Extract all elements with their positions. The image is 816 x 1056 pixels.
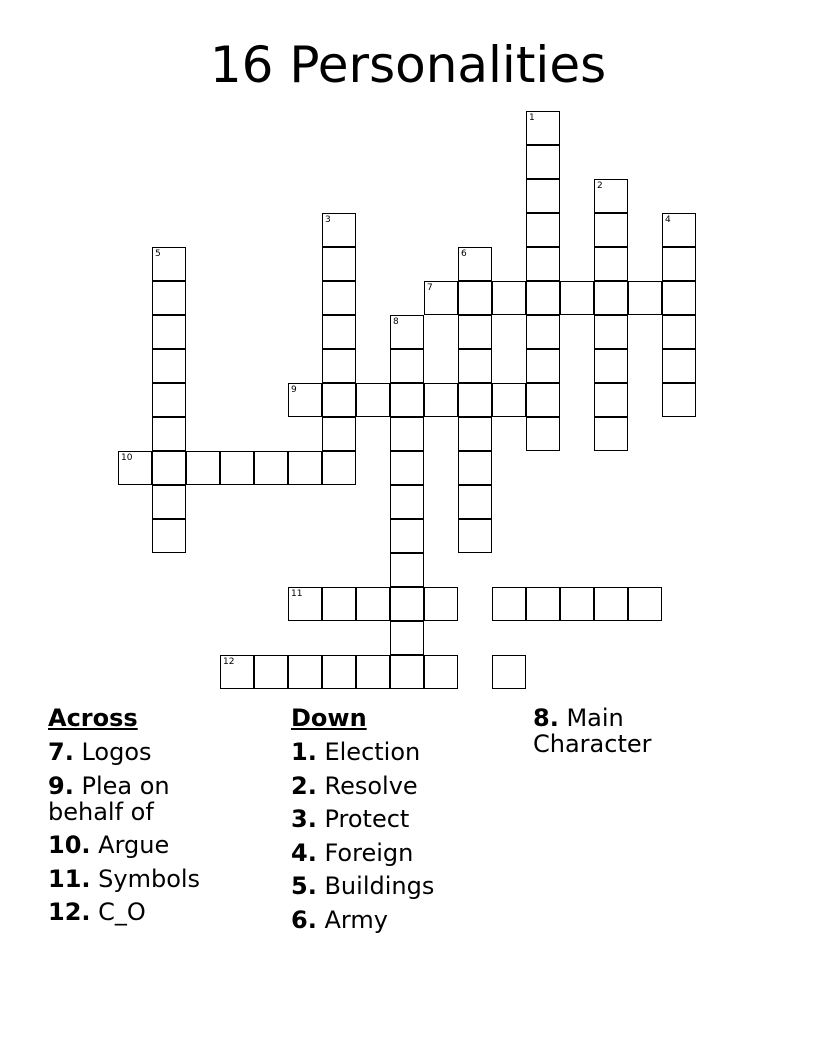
clue-down-5	[291, 873, 481, 899]
clue-number: 5.	[291, 872, 317, 900]
grid-cell[interactable]	[152, 485, 186, 519]
grid-cell[interactable]	[594, 417, 628, 451]
grid-cell[interactable]	[492, 587, 526, 621]
clue-number: 12.	[48, 898, 91, 926]
grid-cell[interactable]	[152, 519, 186, 553]
clue-text: Protect	[324, 805, 410, 833]
grid-cell[interactable]	[458, 485, 492, 519]
grid-cell[interactable]	[526, 349, 560, 383]
grid-cell[interactable]	[492, 281, 526, 315]
cell-number: 11	[291, 589, 303, 599]
grid-cell[interactable]	[526, 247, 560, 281]
grid-cell[interactable]	[662, 315, 696, 349]
cell-number: 8	[393, 317, 399, 327]
grid-cell[interactable]	[526, 111, 560, 145]
grid-cell[interactable]	[322, 247, 356, 281]
clue-down-8	[533, 705, 723, 757]
grid-cell[interactable]	[424, 383, 458, 417]
grid-cell[interactable]	[288, 587, 322, 621]
grid-cell[interactable]	[662, 281, 696, 315]
grid-cell[interactable]	[662, 213, 696, 247]
clue-across-7	[48, 739, 238, 765]
grid-cell[interactable]	[594, 315, 628, 349]
grid-cell[interactable]	[594, 587, 628, 621]
across-heading: Across	[48, 704, 138, 732]
clue-text: Resolve	[324, 771, 418, 800]
grid-cell[interactable]	[356, 655, 390, 689]
clue-number: 10.	[48, 831, 91, 859]
grid-cell[interactable]	[288, 451, 322, 485]
down-heading: Down	[291, 704, 367, 732]
grid-cell[interactable]	[322, 315, 356, 349]
grid-cell[interactable]	[458, 315, 492, 349]
grid-cell[interactable]	[322, 417, 356, 451]
across-clues	[48, 705, 238, 933]
grid-cell[interactable]	[662, 349, 696, 383]
down-clues	[291, 705, 481, 940]
grid-cell[interactable]	[322, 383, 356, 417]
clue-across-9	[48, 773, 238, 825]
grid-cell[interactable]	[526, 213, 560, 247]
grid-cell[interactable]	[322, 213, 356, 247]
cell-number: 9	[291, 385, 297, 395]
clue-number: 2.	[291, 771, 317, 800]
clue-across-12	[48, 899, 238, 925]
cell-number: 1	[529, 113, 535, 123]
grid-cell[interactable]	[152, 247, 186, 281]
grid-cell[interactable]	[390, 655, 424, 689]
clue-text: Main Character	[533, 704, 652, 758]
grid-cell[interactable]	[458, 519, 492, 553]
grid-cell[interactable]	[594, 349, 628, 383]
grid-cell[interactable]	[560, 281, 594, 315]
grid-cell[interactable]	[152, 315, 186, 349]
grid-cell[interactable]	[390, 315, 424, 349]
grid-cell[interactable]	[356, 383, 390, 417]
clue-number: 9.	[48, 771, 74, 800]
grid-cell[interactable]	[186, 451, 220, 485]
clue-text: Plea on behalf of	[48, 771, 170, 826]
grid-cell[interactable]	[458, 417, 492, 451]
grid-cell[interactable]	[594, 213, 628, 247]
cell-number: 2	[597, 181, 603, 191]
grid-cell[interactable]	[390, 417, 424, 451]
grid-cell[interactable]	[492, 383, 526, 417]
clue-text: Foreign	[324, 838, 414, 867]
clue-across-11	[48, 866, 238, 892]
grid-cell[interactable]	[356, 587, 390, 621]
clue-down-3	[291, 806, 481, 832]
clue-number: 7.	[48, 738, 74, 766]
clue-number: 3.	[291, 805, 317, 833]
grid-cell[interactable]	[526, 145, 560, 179]
clue-across-10	[48, 832, 238, 858]
grid-cell[interactable]	[152, 281, 186, 315]
grid-cell[interactable]	[458, 247, 492, 281]
clue-number: 4.	[291, 838, 317, 867]
grid-cell[interactable]	[322, 655, 356, 689]
grid-cell[interactable]	[118, 451, 152, 485]
cell-number: 12	[223, 657, 235, 667]
grid-cell[interactable]	[288, 383, 322, 417]
grid-cell[interactable]	[424, 587, 458, 621]
grid-cell[interactable]	[152, 349, 186, 383]
down-clues-continued	[533, 705, 723, 765]
grid-cell[interactable]	[322, 281, 356, 315]
grid-cell[interactable]	[526, 315, 560, 349]
grid-cell[interactable]	[526, 179, 560, 213]
clue-text: Election	[324, 738, 421, 766]
cell-number: 4	[665, 215, 671, 225]
clue-text: Logos	[81, 738, 152, 766]
grid-cell[interactable]	[458, 349, 492, 383]
clue-text: Buildings	[324, 872, 435, 900]
grid-cell[interactable]	[458, 383, 492, 417]
grid-cell[interactable]	[322, 349, 356, 383]
grid-cell[interactable]	[526, 383, 560, 417]
grid-cell[interactable]	[322, 451, 356, 485]
clue-text: Argue	[98, 831, 170, 859]
grid-cell[interactable]	[628, 587, 662, 621]
grid-cell[interactable]	[152, 451, 186, 485]
cell-number: 10	[121, 453, 133, 463]
clue-number: 1.	[291, 738, 317, 766]
grid-cell[interactable]	[390, 485, 424, 519]
grid-cell[interactable]	[458, 281, 492, 315]
grid-cell[interactable]	[628, 281, 662, 315]
cell-number: 7	[427, 283, 433, 293]
grid-cell[interactable]	[152, 383, 186, 417]
grid-cell[interactable]	[526, 281, 560, 315]
grid-cell[interactable]	[424, 655, 458, 689]
grid-cell[interactable]	[322, 587, 356, 621]
grid-cell[interactable]	[390, 553, 424, 587]
grid-cell[interactable]	[390, 349, 424, 383]
page-title: 16 Personalities	[209, 36, 607, 94]
grid-cell[interactable]	[662, 383, 696, 417]
clue-text: Symbols	[98, 864, 201, 893]
grid-cell[interactable]	[594, 281, 628, 315]
grid-cell[interactable]	[390, 587, 424, 621]
grid-cell[interactable]	[594, 179, 628, 213]
grid-cell[interactable]	[560, 587, 594, 621]
grid-cell[interactable]	[424, 281, 458, 315]
clue-text: C_O	[98, 898, 146, 926]
grid-cell[interactable]	[390, 383, 424, 417]
cell-number: 6	[461, 249, 467, 259]
grid-cell[interactable]	[594, 247, 628, 281]
cell-number: 5	[155, 249, 161, 259]
grid-cell[interactable]	[288, 655, 322, 689]
grid-cell[interactable]	[254, 655, 288, 689]
grid-cell[interactable]	[458, 451, 492, 485]
clue-number: 6.	[291, 905, 317, 934]
clue-down-2	[291, 773, 481, 799]
grid-cell[interactable]	[390, 621, 424, 655]
grid-cell[interactable]	[594, 383, 628, 417]
clue-down-4	[291, 840, 481, 866]
grid-cell[interactable]	[662, 247, 696, 281]
grid-cell[interactable]	[254, 451, 288, 485]
clue-text: Army	[324, 905, 388, 934]
grid-cell[interactable]	[152, 417, 186, 451]
cell-number: 3	[325, 215, 331, 225]
grid-cell[interactable]	[526, 417, 560, 451]
grid-cell[interactable]	[390, 519, 424, 553]
grid-cell[interactable]	[220, 655, 254, 689]
grid-cell[interactable]	[390, 451, 424, 485]
clue-down-1	[291, 739, 481, 765]
grid-cell[interactable]	[220, 451, 254, 485]
clue-number: 11.	[48, 864, 91, 893]
clue-number: 8.	[533, 704, 559, 732]
grid-cell[interactable]	[526, 587, 560, 621]
clue-down-6	[291, 907, 481, 933]
grid-cell[interactable]	[492, 655, 526, 689]
